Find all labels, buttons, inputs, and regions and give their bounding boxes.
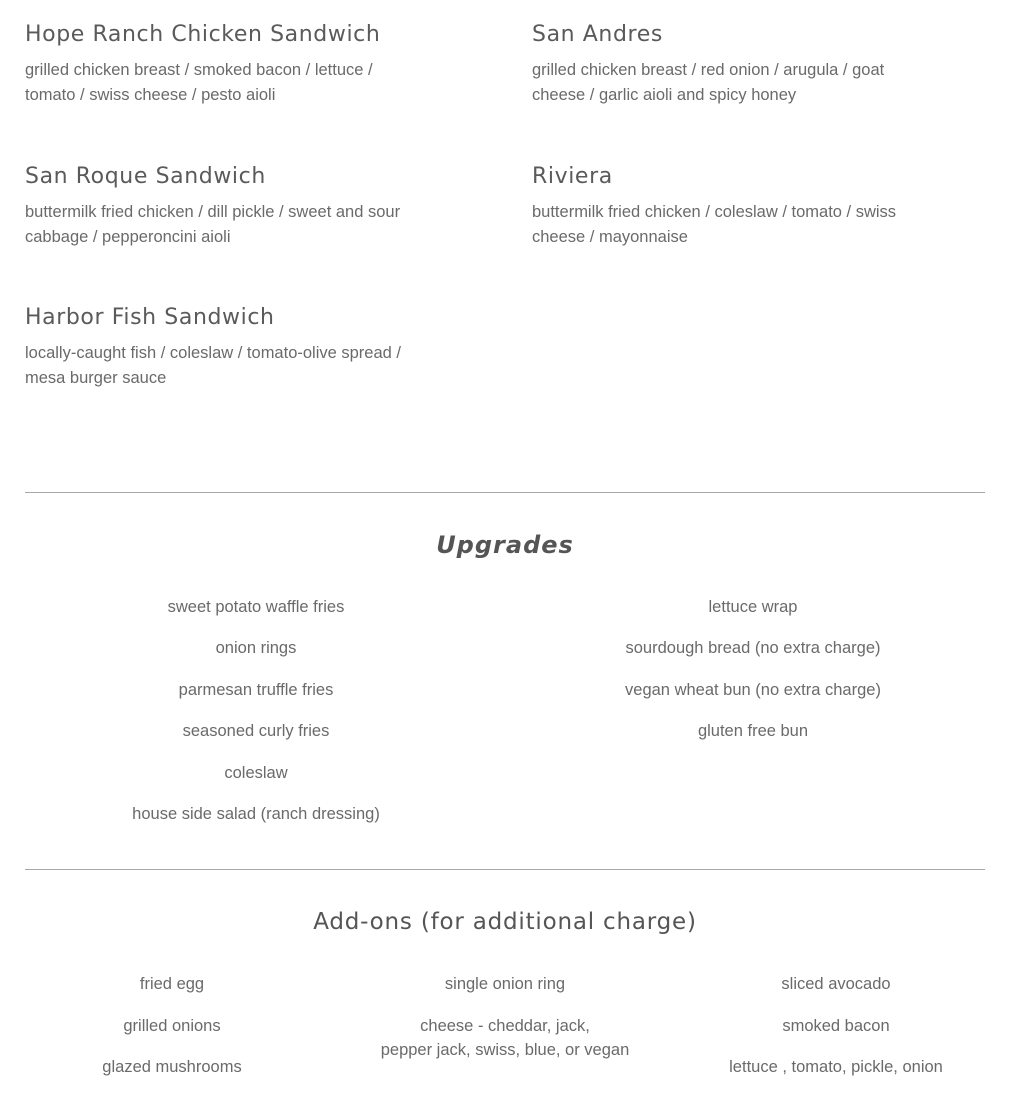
upgrade-item: sourdough bread (no extra charge): [625, 639, 881, 658]
menu-item: [25, 305, 425, 391]
upgrade-item: lettuce wrap: [708, 598, 798, 616]
upgrade-item: house side salad (ranch dressing): [132, 804, 380, 823]
addons-list-1: [32, 972, 312, 1097]
menu-item-name: San Roque Sandwich: [25, 164, 266, 189]
menu-item-name: Hope Ranch Chicken Sandwich: [25, 22, 381, 47]
addons-list-2: [355, 972, 655, 1059]
menu-item-description: buttermilk fried chicken / coleslaw / tomato / swiss cheese / mayonnaise: [532, 203, 897, 247]
upgrade-item: vegan wheat bun (no extra charge): [625, 680, 881, 699]
upgrade-item: seasoned curly fries: [182, 722, 330, 741]
addon-item: fried egg: [139, 975, 205, 993]
menu-item-name: Riviera: [532, 164, 613, 189]
upgrade-item: sweet potato waffle fries: [167, 598, 345, 616]
addon-item: smoked bacon: [782, 1016, 890, 1035]
upgrade-item: parmesan truffle fries: [178, 680, 334, 699]
addon-item: cheese - cheddar, jack, pepper jack, swiss, blue, or vegan: [380, 1016, 630, 1059]
menu-item-name: Harbor Fish Sandwich: [25, 305, 275, 330]
upgrade-item: gluten free bun: [697, 722, 809, 741]
upgrades-list-right: [553, 595, 953, 761]
addon-item: single onion ring: [444, 975, 566, 993]
menu-item-description: grilled chicken breast / smoked bacon / lettuce / tomato / swiss cheese / pesto aioli: [25, 61, 373, 105]
section-divider: [25, 869, 985, 870]
upgrades-heading: Upgrades: [436, 531, 574, 559]
menu-item-name: San Andres: [532, 22, 663, 47]
menu-item-description: buttermilk fried chicken / dill pickle / sweet and sour cabbage / pepperoncini aioli: [25, 203, 401, 247]
addon-item: lettuce , tomato, pickle, onion: [729, 1058, 943, 1076]
upgrades-list-left: [56, 595, 456, 843]
upgrade-item: onion rings: [215, 639, 297, 658]
section-divider: [25, 492, 985, 493]
addons-list-3: [696, 972, 976, 1097]
menu-item-description: grilled chicken breast / red onion / arugula / goat cheese / garlic aioli and spicy honey: [532, 61, 885, 105]
menu-item: [532, 164, 932, 250]
addon-item: glazed mushrooms: [102, 1058, 242, 1076]
menu-item: [532, 22, 932, 108]
menu-item: [25, 22, 425, 108]
menu-item-description: locally-caught fish / coleslaw / tomato-olive spread / mesa burger sauce: [25, 344, 402, 388]
upgrade-item: coleslaw: [224, 763, 288, 782]
addons-heading: Add-ons (for additional charge): [313, 909, 697, 935]
menu-item: [25, 164, 425, 250]
addon-item: grilled onions: [123, 1016, 221, 1035]
addon-item: sliced avocado: [781, 975, 891, 993]
